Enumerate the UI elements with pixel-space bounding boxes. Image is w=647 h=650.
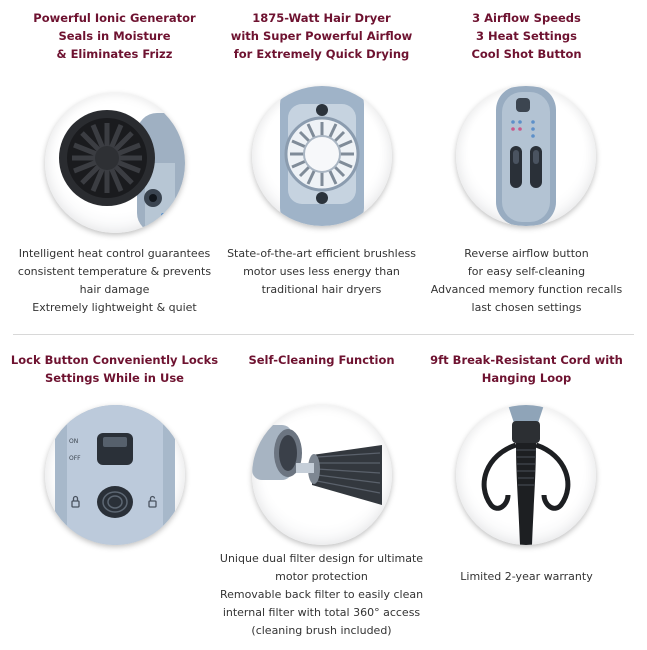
feature-ionic bbox=[7, 9, 222, 63]
feature-title: Lock Button Conveniently Locks Settings While in Use bbox=[10, 353, 219, 385]
feature-description: Reverse airflow button for easy self-cleaning Advanced memory function recalls last chosen settings bbox=[430, 247, 623, 314]
filter-icon bbox=[252, 405, 392, 545]
dryer-nozzle-front-icon bbox=[45, 93, 185, 233]
feature-self-cleaning bbox=[214, 351, 429, 369]
feature-title: 3 Airflow Speeds 3 Heat Settings Cool Shot Button bbox=[471, 11, 582, 61]
feature-title: 1875-Watt Hair Dryer with Super Powerful Airflow for Extremely Quick Drying bbox=[230, 11, 413, 61]
feature-title: 9ft Break-Resistant Cord with Hanging Loop bbox=[430, 353, 623, 385]
lock-switch-icon bbox=[45, 405, 185, 545]
feature-title: Powerful Ionic Generator Seals in Moisture & Eliminates Frizz bbox=[33, 11, 196, 61]
feature-title: Self-Cleaning Function bbox=[248, 353, 395, 367]
row-divider bbox=[13, 334, 634, 335]
feature-description: Limited 2-year warranty bbox=[460, 570, 593, 583]
feature-description: Intelligent heat control guarantees consistent temperature & prevents hair damage Extremely lightweight & quiet bbox=[17, 247, 212, 314]
feature-description: State-of-the-art efficient brushless motor uses less energy than traditional hair dryers bbox=[227, 247, 416, 296]
feature-speeds bbox=[419, 9, 634, 63]
feature-description: Unique dual filter design for ultimate motor protection Removable back filter to easily clean internal filter with total 360° access (cleaning brush included) bbox=[219, 552, 424, 637]
feature-lock bbox=[7, 351, 222, 387]
feature-cord bbox=[419, 351, 634, 387]
switch-off-label: OFF bbox=[69, 455, 81, 462]
control-buttons-icon bbox=[456, 86, 596, 226]
motor-fan-icon bbox=[252, 86, 392, 226]
switch-on-label: ON bbox=[69, 438, 79, 445]
cord-loop-icon bbox=[456, 405, 596, 545]
feature-wattage bbox=[214, 9, 429, 63]
